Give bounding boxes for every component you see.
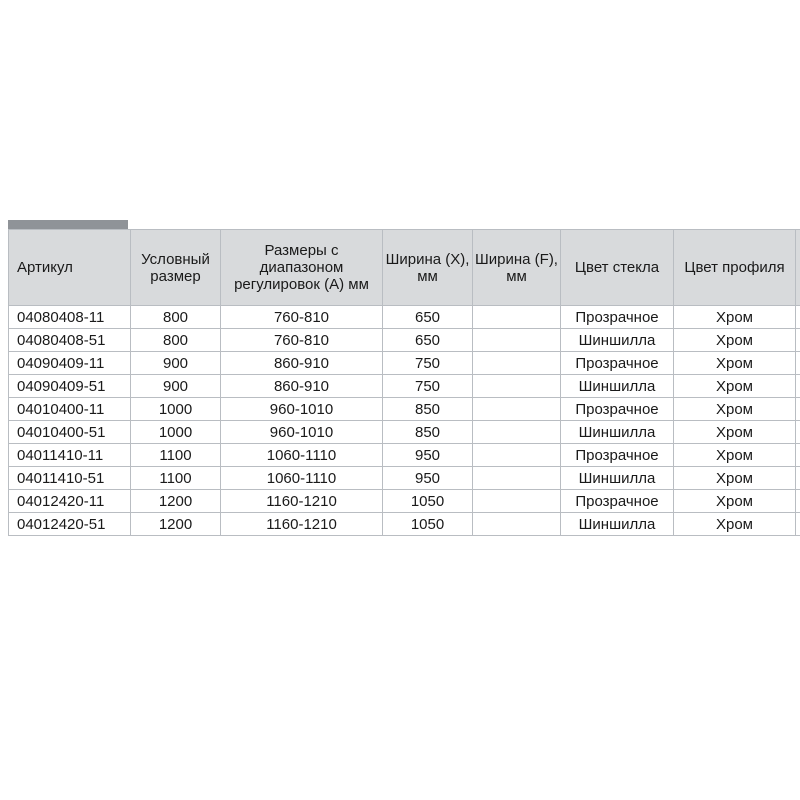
cell-nominal-size: 1200 bbox=[131, 513, 221, 536]
cell-profile-color: Хром bbox=[674, 490, 796, 513]
cell-nominal-size: 900 bbox=[131, 375, 221, 398]
header-overflow-column bbox=[796, 230, 800, 306]
cell-width-x: 1050 bbox=[383, 490, 473, 513]
cell-width-x: 750 bbox=[383, 375, 473, 398]
cell-overflow bbox=[796, 329, 800, 352]
cell-profile-color: Хром bbox=[674, 467, 796, 490]
cell-overflow bbox=[796, 375, 800, 398]
cell-glass-color: Шиншилла bbox=[561, 329, 674, 352]
cell-article: 04080408-51 bbox=[9, 329, 131, 352]
cell-overflow bbox=[796, 352, 800, 375]
cell-overflow bbox=[796, 398, 800, 421]
cell-nominal-size: 1100 bbox=[131, 467, 221, 490]
cell-overflow bbox=[796, 421, 800, 444]
cell-profile-color: Хром bbox=[674, 513, 796, 536]
cell-width-f bbox=[473, 329, 561, 352]
spec-table bbox=[8, 229, 800, 536]
cell-overflow bbox=[796, 490, 800, 513]
cell-width-x: 950 bbox=[383, 444, 473, 467]
cell-profile-color: Хром bbox=[674, 444, 796, 467]
cell-dimensions-range: 760-810 bbox=[221, 306, 383, 329]
cell-nominal-size: 1200 bbox=[131, 490, 221, 513]
cell-width-f bbox=[473, 352, 561, 375]
header-nominal-size: Условный размер bbox=[131, 230, 221, 306]
cell-article: 04080408-11 bbox=[9, 306, 131, 329]
table-row bbox=[9, 352, 800, 375]
cell-glass-color: Прозрачное bbox=[561, 490, 674, 513]
cell-dimensions-range: 860-910 bbox=[221, 375, 383, 398]
table-row bbox=[9, 513, 800, 536]
cell-width-f bbox=[473, 306, 561, 329]
header-article: Артикул bbox=[9, 230, 131, 306]
cell-glass-color: Прозрачное bbox=[561, 306, 674, 329]
cell-glass-color: Прозрачное bbox=[561, 444, 674, 467]
cell-width-x: 750 bbox=[383, 352, 473, 375]
cell-overflow bbox=[796, 306, 800, 329]
cell-width-f bbox=[473, 490, 561, 513]
cell-glass-color: Шиншилла bbox=[561, 421, 674, 444]
cell-overflow bbox=[796, 444, 800, 467]
cell-nominal-size: 1000 bbox=[131, 421, 221, 444]
cell-article: 04090409-51 bbox=[9, 375, 131, 398]
table-row bbox=[9, 421, 800, 444]
table-row bbox=[9, 375, 800, 398]
cell-dimensions-range: 960-1010 bbox=[221, 398, 383, 421]
cell-profile-color: Хром bbox=[674, 306, 796, 329]
cell-glass-color: Шиншилла bbox=[561, 467, 674, 490]
cell-glass-color: Прозрачное bbox=[561, 398, 674, 421]
table-row bbox=[9, 490, 800, 513]
cell-article: 04011410-51 bbox=[9, 467, 131, 490]
cell-nominal-size: 900 bbox=[131, 352, 221, 375]
cell-nominal-size: 800 bbox=[131, 329, 221, 352]
cell-width-f bbox=[473, 467, 561, 490]
table-header-row bbox=[9, 230, 800, 306]
cell-article: 04010400-11 bbox=[9, 398, 131, 421]
header-width-f: Ширина (F), мм bbox=[473, 230, 561, 306]
cell-width-f bbox=[473, 513, 561, 536]
header-glass-color: Цвет стекла bbox=[561, 230, 674, 306]
cell-dimensions-range: 860-910 bbox=[221, 352, 383, 375]
cell-dimensions-range: 1060-1110 bbox=[221, 467, 383, 490]
cell-profile-color: Хром bbox=[674, 375, 796, 398]
header-profile-color: Цвет профиля bbox=[674, 230, 796, 306]
cell-glass-color: Прозрачное bbox=[561, 352, 674, 375]
cell-profile-color: Хром bbox=[674, 329, 796, 352]
table-row bbox=[9, 444, 800, 467]
cell-width-x: 650 bbox=[383, 329, 473, 352]
cell-width-x: 850 bbox=[383, 398, 473, 421]
cell-width-x: 1050 bbox=[383, 513, 473, 536]
table-row bbox=[9, 329, 800, 352]
cell-dimensions-range: 960-1010 bbox=[221, 421, 383, 444]
cell-article: 04011410-11 bbox=[9, 444, 131, 467]
cell-profile-color: Хром bbox=[674, 421, 796, 444]
cell-width-x: 950 bbox=[383, 467, 473, 490]
cell-dimensions-range: 760-810 bbox=[221, 329, 383, 352]
cell-dimensions-range: 1160-1210 bbox=[221, 513, 383, 536]
table-row bbox=[9, 306, 800, 329]
cell-nominal-size: 1100 bbox=[131, 444, 221, 467]
cell-article: 04010400-51 bbox=[9, 421, 131, 444]
cell-profile-color: Хром bbox=[674, 352, 796, 375]
cell-glass-color: Шиншилла bbox=[561, 375, 674, 398]
cell-width-x: 850 bbox=[383, 421, 473, 444]
header-dimensions-range: Размеры с диапазоном регулировок (А) мм bbox=[221, 230, 383, 306]
cell-width-f bbox=[473, 375, 561, 398]
table-row bbox=[9, 467, 800, 490]
cell-profile-color: Хром bbox=[674, 398, 796, 421]
cell-article: 04012420-51 bbox=[9, 513, 131, 536]
header-width-x: Ширина (X), мм bbox=[383, 230, 473, 306]
cell-dimensions-range: 1160-1210 bbox=[221, 490, 383, 513]
cell-width-f bbox=[473, 421, 561, 444]
cell-article: 04090409-11 bbox=[9, 352, 131, 375]
cell-width-f bbox=[473, 398, 561, 421]
cell-overflow bbox=[796, 513, 800, 536]
table-top-tab bbox=[8, 220, 128, 229]
cell-nominal-size: 800 bbox=[131, 306, 221, 329]
cell-width-x: 650 bbox=[383, 306, 473, 329]
cell-width-f bbox=[473, 444, 561, 467]
cell-glass-color: Шиншилла bbox=[561, 513, 674, 536]
cell-overflow bbox=[796, 467, 800, 490]
table-row bbox=[9, 398, 800, 421]
cell-dimensions-range: 1060-1110 bbox=[221, 444, 383, 467]
cell-nominal-size: 1000 bbox=[131, 398, 221, 421]
cell-article: 04012420-11 bbox=[9, 490, 131, 513]
